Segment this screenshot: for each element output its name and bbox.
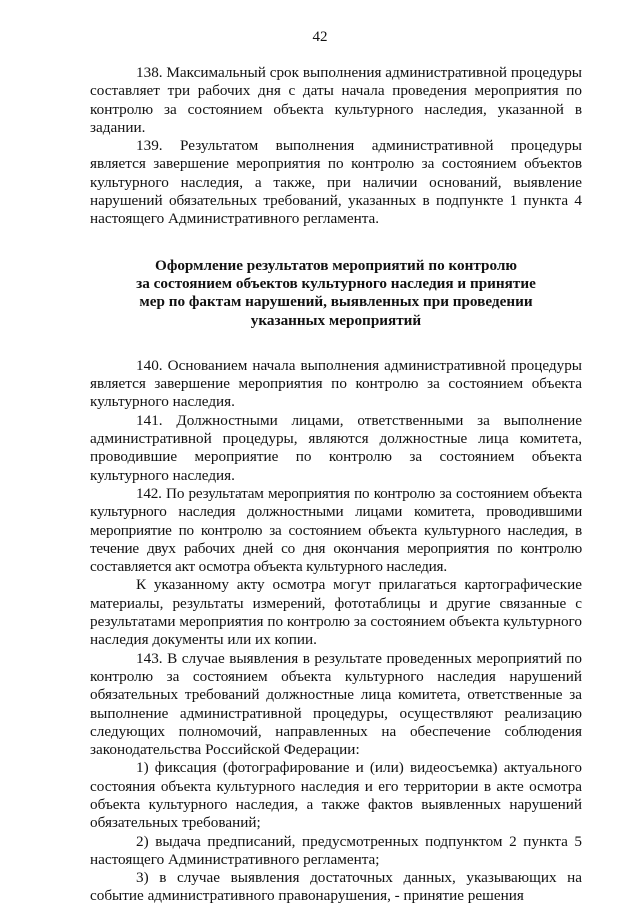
list-item-1: 1) фиксация (фотографирование и (или) видеосъемка) актуального состояния объекта культурного наследия и его территории в акте осмотра объекта культурного наследия, а также фактов выявленных нарушений обязательных требований; [90, 759, 582, 832]
paragraph-143: 143. В случае выявления в результате проведенных мероприятий по контролю за состоянием объекта культурного наследия нарушений обязательных требований должностные лица комитета, ответственные за выполнение административной процедуры, осуществляют реализацию следующих полномочий, направленных на обеспечение соблюдения законодательства Российской Федерации: [90, 649, 582, 759]
paragraph-142-attachments: К указанному акту осмотра могут прилагаться картографические материалы, результаты измерений, фототаблицы и другие связанные с результатами мероприятия по контролю за состоянием объекта культурного наследия документы или их копии. [90, 576, 582, 649]
section-heading-line: Оформление результатов мероприятий по контролю [155, 256, 517, 274]
paragraph-141: 141. Должностными лицами, ответственными за выполнение административной процедуры, являются должностные лица комитета, проводившие мероприятие по контролю за состоянием объекта культурного наследия. [90, 411, 582, 484]
document-body [90, 64, 582, 906]
section-heading-line: мер по фактам нарушений, выявленных при проведении [139, 293, 533, 311]
list-item-2: 2) выдача предписаний, предусмотренных подпунктом 2 пункта 5 настоящего Административного регламента; [90, 832, 582, 868]
paragraph-139: 139. Результатом выполнения административной процедуры является завершение мероприятия по контролю за состоянием объектов культурного наследия, а также, при наличии оснований, выявление нарушений обязательных требований, указанных в подпункте 1 пункта 4 настоящего Административного регламента. [90, 137, 582, 228]
paragraph-142: 142. По результатам мероприятия по контролю за состоянием объекта культурного наследия должностными лицами комитета, проводившими мероприятие по контролю за состоянием объекта культурного наследия, в течение двух рабочих дней со дня окончания мероприятия по контролю составляется акт осмотра объекта культурного наследия. [90, 484, 582, 576]
list-item-3: 3) в случае выявления достаточных данных, указывающих на событие административного правонарушения, - принятие решения [90, 869, 582, 905]
page-number: 42 [312, 29, 328, 45]
section-heading-line: указанных мероприятий [250, 311, 422, 329]
section-heading [90, 257, 582, 330]
paragraph-140: 140. Основанием начала выполнения административной процедуры является завершение мероприятия по контролю за состоянием объекта культурного наследия. [90, 356, 582, 411]
section-heading-line: за состоянием объектов культурного наследия и принятие [136, 274, 536, 292]
paragraph-138: 138. Максимальный срок выполнения административной процедуры составляет три рабочих дня с даты начала проведения мероприятия по контролю за состоянием объекта культурного наследия, указанной в задании. [90, 64, 582, 136]
